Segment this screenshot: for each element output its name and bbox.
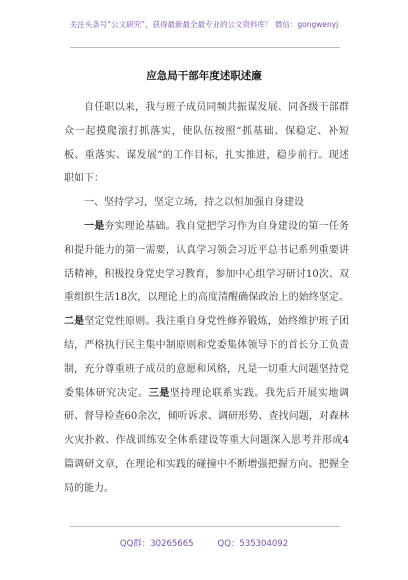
point-text-1: 夯实理论基础。我自觉把学习作为自身建设的第一任务和提升能力的第一需要，认真学习领会习近平总书记系列重要讲话精神，积极投身党史学习教育，参加中心组学习研讨10次、双重组织生活18次，以理论上的高度清醒确保政治上的始终坚定。 (64, 220, 350, 304)
header-banner: 关注头条号“公文研究”，获得最新最全最专业的公文资料库！ 微信：gongwenyj (69, 20, 339, 29)
point-lead-3: 三是 (148, 387, 170, 399)
body-paragraph (64, 215, 349, 501)
intro-paragraph: 自任职以来，我与班子成员同频共振谋发展、同各级干部群众一起摸爬滚打抓落实，使队伍按照“抓基础、保稳定、补短板、重落实、谋发展”的工作目标，扎实推进，稳步前行。现述职如下： (64, 102, 349, 185)
point-text-3: 坚持理论联系实践。我先后开展实地调研、督导检查60余次，倾听诉求、调研形势、查找问题，对森林火灾扑救、作战训练安全体系建设等重大问题深入思考并形成4篇调研文章，在理论和实践的碰撞中不断增强把握方向、把握全局的能力。 (64, 387, 350, 494)
document-title: 应急局干部年度述职述廉 (146, 70, 262, 82)
footer-qq-group: QQ群：30265665 (119, 539, 194, 549)
footer-qq: QQ：535304092 (217, 539, 289, 549)
section-heading-1: 一、坚持学习，坚定立场，持之以恒加强自身建设 (84, 197, 304, 209)
point-lead-1: 一是 (84, 220, 105, 232)
document-body (64, 96, 349, 501)
footer-divider (70, 526, 340, 527)
point-lead-2: 二是 (64, 316, 85, 328)
footer (0, 537, 408, 549)
point-text-2: 坚定党性原则。我注重自身党性修养锻炼，始终维护班子团结，严格执行民主集中制原则和党委集体领导下的首长分工负责制，充分尊重班子成员的意愿和风格，凡是一切重大问题坚持党委集体研究决定。 (64, 316, 350, 399)
header-divider (70, 47, 340, 48)
